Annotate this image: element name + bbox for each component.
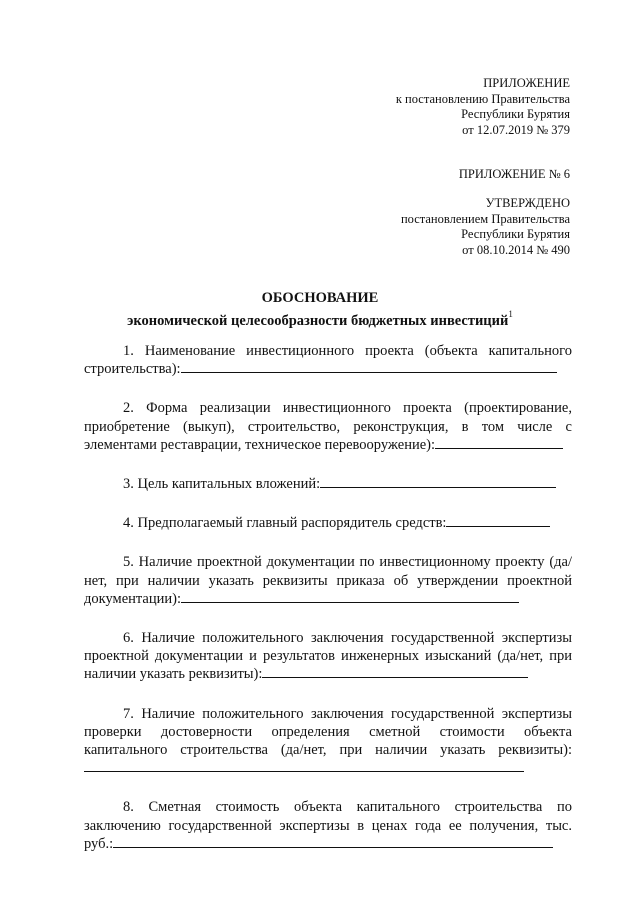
approved-line-3: от 08.10.2014 № 490 (462, 242, 570, 257)
document-title: ОБОСНОВАНИЕ (261, 290, 379, 306)
form-item-7 (84, 705, 572, 778)
form-item-1 (84, 342, 572, 378)
appendix-line-1: к постановлению Правительства (395, 91, 570, 106)
form-item-1-field[interactable] (181, 360, 557, 373)
form-item-3-field[interactable] (320, 475, 556, 488)
appendix-6-header (459, 167, 570, 183)
form-item-8-field[interactable] (113, 835, 553, 848)
document-subtitle-text: экономической целесообразности бюджетных инвестиций (127, 312, 509, 329)
approved-line-2: Республики Бурятия (461, 227, 570, 241)
form-item-4-text: 4. Предполагаемый главный распорядитель средств: (123, 515, 447, 532)
form-item-8-text: 8. Сметная стоимость объекта капитального строительства по заключению государственной экспертизы в ценах года ее получения, тыс. руб.: (84, 799, 572, 852)
form-item-3-text: 3. Цель капитальных вложений: (123, 476, 321, 493)
form-item-3 (84, 475, 572, 493)
form-item-6 (84, 629, 572, 684)
footnote-mark: 1 (508, 309, 513, 319)
appendix-line-3: от 12.07.2019 № 379 (462, 122, 570, 137)
form-item-4 (84, 514, 572, 532)
approved-title: УТВЕРЖДЕНО (485, 196, 570, 210)
appendix-line-2: Республики Бурятия (461, 107, 570, 121)
form-item-6-text: 6. Наличие положительного заключения государственной экспертизы проектной документации и результатов инженерных изысканий (да/нет, при наличии указать реквизиты): (84, 630, 572, 683)
form-item-8 (84, 798, 572, 853)
form-item-2-text: 2. Форма реализации инвестиционного проекта (проектирование, приобретение (выкуп), строительство, реконструкция, в том числе с элементами реставрации, техническое перевооружение): (84, 400, 572, 453)
form-item-6-field[interactable] (262, 665, 528, 678)
form-item-4-field[interactable] (446, 514, 550, 527)
appendix-6-title: ПРИЛОЖЕНИЕ № 6 (458, 167, 570, 181)
appendix-header (396, 76, 570, 138)
form-item-2-field[interactable] (435, 436, 563, 449)
approved-header (401, 196, 570, 258)
form-item-5-text: 5. Наличие проектной документации по инвестиционному проекту (да/нет, при наличии указать реквизиты приказа об утверждении проектной документации): (84, 554, 572, 607)
document-subtitle (60, 307, 580, 330)
form-item-1-text: 1. Наименование инвестиционного проекта (объекта капитального строительства): (84, 343, 572, 378)
form-items (84, 342, 572, 874)
form-item-7-field[interactable] (84, 759, 524, 772)
appendix-title: ПРИЛОЖЕНИЕ (483, 76, 570, 90)
form-item-2 (84, 399, 572, 454)
form-item-5-field[interactable] (181, 590, 519, 603)
form-item-5 (84, 553, 572, 608)
form-item-7-text: 7. Наличие положительного заключения государственной экспертизы проверки достоверности определения сметной стоимости объекта капитального строительства (да/нет, при наличии указать реквизиты): (84, 705, 572, 759)
approved-line-1: постановлением Правительства (400, 211, 570, 226)
